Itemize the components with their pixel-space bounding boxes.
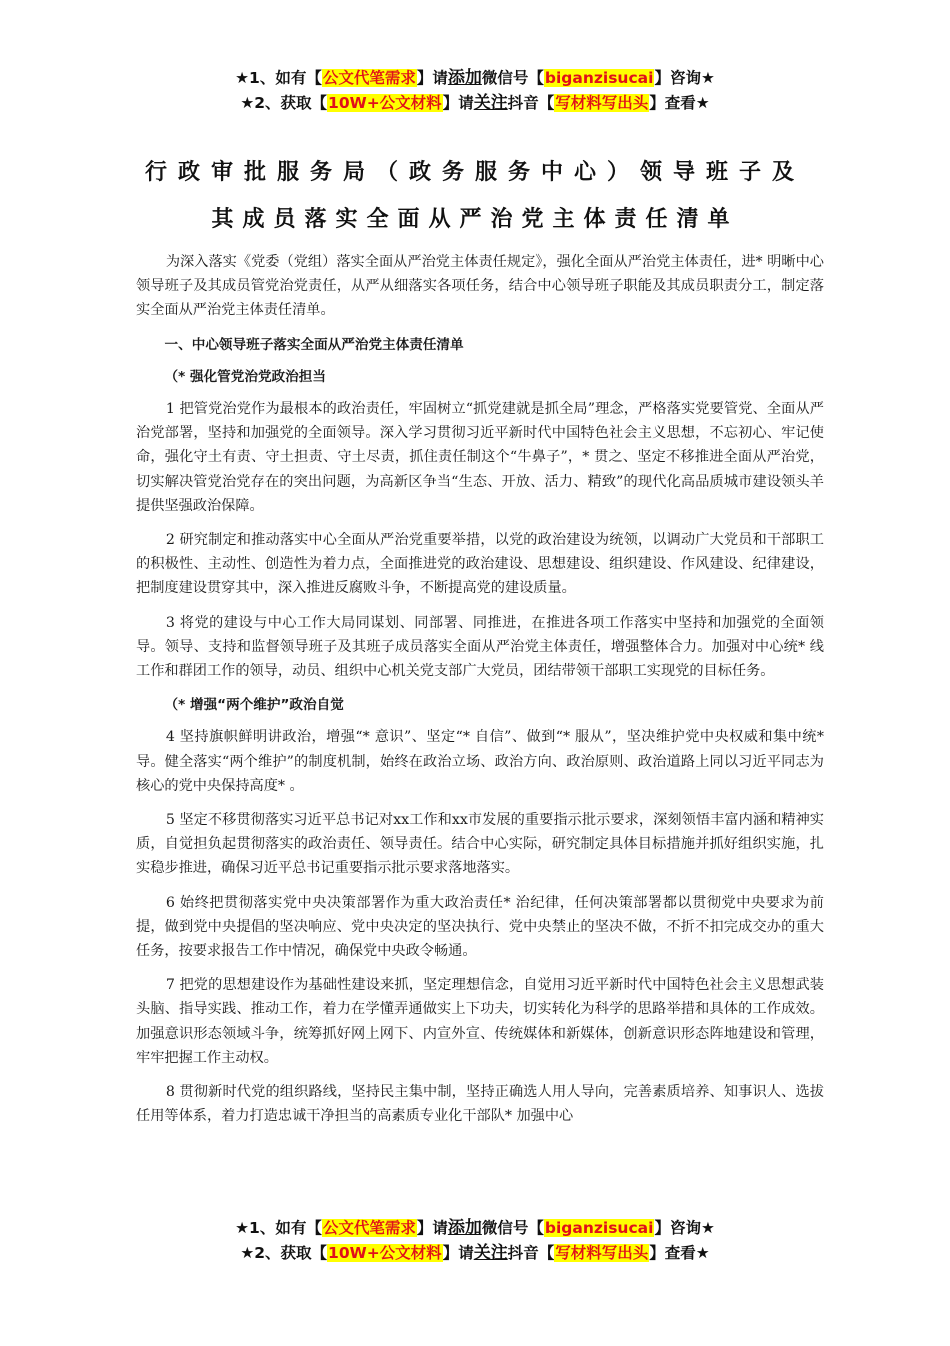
promo-line-2: ★2、获取【10W+公文材料】请关注抖音【写材料写出头】查看★: [240, 93, 710, 113]
highlight-materials: 10W+公文材料: [328, 1244, 442, 1262]
highlight-wechat-id: biganzisucai: [544, 1219, 654, 1237]
highlight-douyin-id: 写材料写出头: [555, 1244, 649, 1262]
document-body: [136, 250, 824, 1139]
section-heading: 一、中心领导班子落实全面从严治党主体责任清单: [164, 336, 464, 353]
subsection-heading: （* 强化管党治党政治担当: [164, 368, 326, 385]
paragraph: 4 坚持旗帜鲜明讲政治，增强“* 意识”、坚定“* 自信”、做到“* 服从”，坚决维护党中央权威和集中统* 导。健全落实“两个维护”的制度机制，始终在政治立场、政治方向、政治原则、政治道路上同以习近平同志为核心的党中央保持高度* 。: [136, 729, 824, 794]
highlight-wechat-id: biganzisucai: [544, 69, 654, 87]
highlight-materials: 10W+公文材料: [328, 94, 442, 112]
highlight-service: 公文代笔需求: [322, 69, 416, 87]
paragraph: 7 把党的思想建设作为基础性建设来抓，坚定理想信念，自觉用习近平新时代中国特色社会主义思想武装头脑、指导实践、推动工作，着力在学懂弄通做实上下功夫，切实转化为科学的思路举措和具体的工作成效。加强意识形态领域斗争，统筹抓好网上网下、内宣外宣、传统媒体和新媒体，创新意识形态阵地建设和管理，牢牢把握工作主动权。: [136, 977, 824, 1066]
promo-banner-bottom: [0, 1216, 950, 1266]
promo-line-2: ★2、获取【10W+公文材料】请关注抖音【写材料写出头】查看★: [240, 1243, 710, 1263]
paragraph: 6 始终把贯彻落实党中央决策部署作为重大政治责任* 治纪律，任何决策部署都以贯彻党中央要求为前提，做到党中央提倡的坚决响应、党中央决定的坚决执行、党中央禁止的坚决不做，不折不扣完成交办的重大任务，按要求报告工作中情况，确保党中央政令畅通。: [136, 894, 824, 960]
highlight-service: 公文代笔需求: [322, 1219, 416, 1237]
highlight-douyin-id: 写材料写出头: [555, 94, 649, 112]
intro-paragraph: 为深入落实《党委（党组）落实全面从严治党主体责任规定》，强化全面从严治党主体责任，进* 明晰中心领导班子及其成员管党治党责任，从严从细落实各项任务，结合中心领导班子职能及其成员职责分工，制定落实全面从严治党主体责任清单。: [136, 254, 824, 319]
paragraph: 8 贯彻新时代党的组织路线，坚持民主集中制，坚持正确选人用人导向，完善素质培养、知事识人、选拔任用等体系，着力打造忠诚干净担当的高素质专业化干部队* 加强中心: [136, 1084, 824, 1125]
paragraph: 2 研究制定和推动落实中心全面从严治党重要举措，以党的政治建设为统领，以调动广大党员和干部职工的积极性、主动性、创造性为着力点，全面推进党的政治建设、思想建设、组织建设、作风建设、纪律建设，把制度建设贯穿其中，深入推进反腐败斗争，不断提高党的建设质量。: [136, 532, 824, 597]
promo-line-1: ★1、如有【公文代笔需求】请添加微信号【biganzisucai】咨询★: [235, 1218, 715, 1238]
paragraph: 5 坚定不移贯彻落实习近平总书记对xx工作和xx市发展的重要指示批示要求，深刻领悟丰富内涵和精神实质，自觉担负起贯彻落实的政治责任、领导责任。结合中心实际，研究制定具体目标措施并抓好组织实施，扎实稳步推进，确保习近平总书记重要指示批示要求落地落实。: [136, 812, 824, 877]
document-title-line-1: 行政审批服务局（政务服务中心）领导班子及: [144, 160, 805, 185]
paragraph: 1 把管党治党作为最根本的政治责任，牢固树立“抓党建就是抓全局”理念，严格落实党要管党、全面从严治党部署，坚持和加强党的全面领导。深入学习贯彻习近平新时代中国特色社会主义思想，不忘初心、牢记使命，强化守土有责、守土担责、守土尽责，抓住责任制这个“牛鼻子”，* 贯之、坚定不移推进全面从严治党，切实解决管党治党存在的突出问题，为高新区争当“生态、开放、活力、精致”的现代化高品质城市建设领头羊提供坚强政治保障。: [136, 401, 824, 514]
subsection-heading: （* 增强“两个维护”政治自觉: [164, 697, 344, 714]
document-title-line-2: 其成员落实全面从严治党主体责任清单: [211, 207, 739, 232]
paragraph: 3 将党的建设与中心工作大局同谋划、同部署、同推进，在推进各项工作落实中坚持和加强党的全面领导。领导、支持和监督领导班子及其班子成员落实全面从严治党主体责任，增强整体合力。加强对中心统* 线工作和群团工作的领导，动员、组织中心机关党支部广大党员，团结带领干部职工实现党的目标任务。: [136, 614, 824, 680]
promo-banner-top: [0, 66, 950, 116]
promo-line-1: ★1、如有【公文代笔需求】请添加微信号【biganzisucai】咨询★: [235, 68, 715, 88]
